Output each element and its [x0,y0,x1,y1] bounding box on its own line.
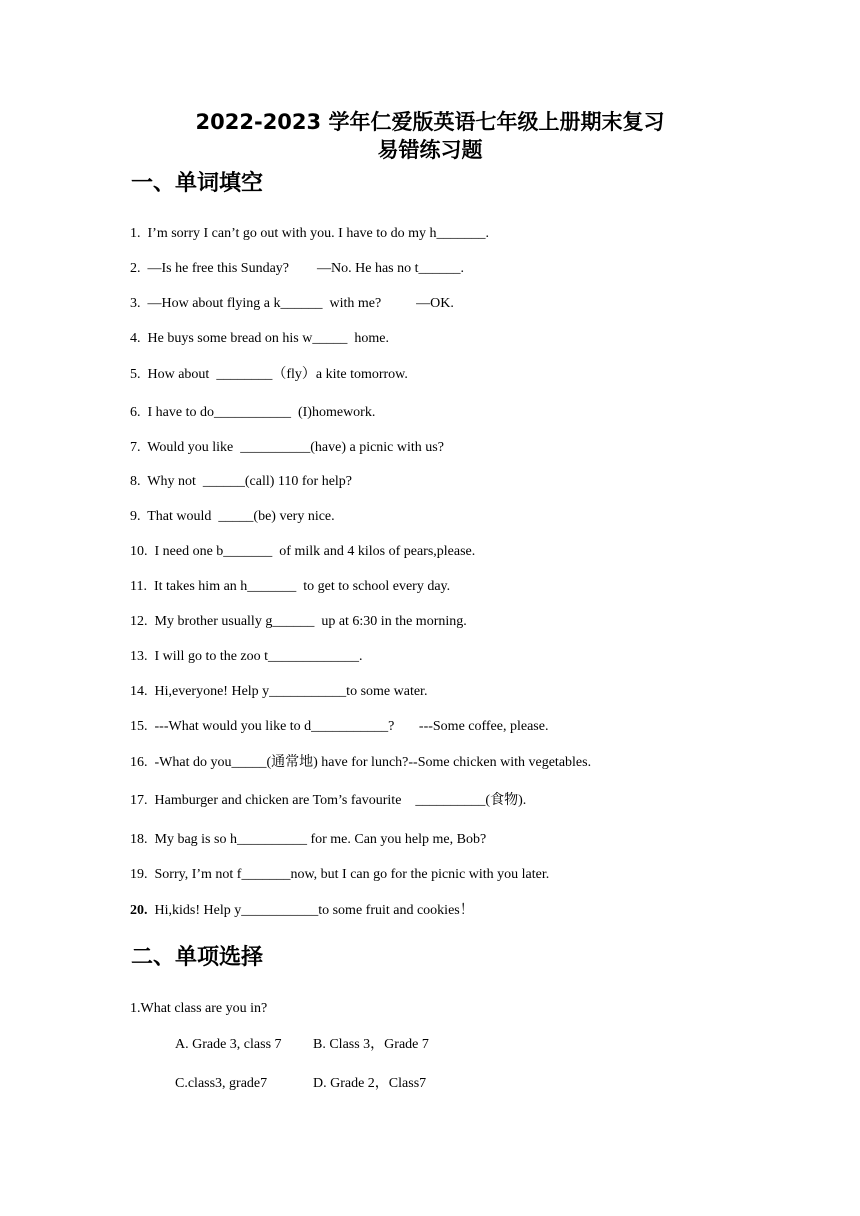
question-item [130,440,444,456]
question-item [130,331,389,347]
question-item [130,755,591,771]
document-subtitle: 易错练习题 [377,138,483,162]
question-number: 16. [130,755,148,770]
question-item [130,544,475,560]
question-text: -What do you_____(通常地) have for lunch?--Some chicken with vegetables. [154,755,592,770]
question-item [130,903,474,919]
question-number: 17. [130,793,148,808]
question-number: 20. [130,903,148,918]
question-item [130,367,408,383]
question-text: ---What would you like to d___________? ---Some coffee, please. [154,719,549,734]
question-item [130,509,335,525]
question-text: Sorry, I’m not f_______now, but I can go for the picnic with you later. [154,867,550,882]
question-number: 3. [130,296,141,311]
question-number: 10. [130,544,148,559]
question-text: Would you like __________(have) a picnic with us? [147,440,444,455]
question-text: It takes him an h_______ to get to school every day. [153,579,451,594]
question-text: He buys some bread on his w_____ home. [147,331,389,346]
mc-question: 1.What class are you in? [130,1001,268,1016]
section-heading-vocabulary: 一、单词填空 [131,171,264,196]
question-number: 2. [130,261,141,276]
question-item [130,649,363,665]
question-number: 14. [130,684,148,699]
question-number: 7. [130,440,141,455]
question-text: That would _____(be) very nice. [147,509,335,524]
question-text: I have to do___________ (I)homework. [147,405,376,420]
question-number: 1. [130,226,141,241]
question-item [130,832,486,848]
question-text: I’m sorry I can’t go out with you. I have to do my h_______. [147,226,490,241]
question-text: How about ________（fly）a kite tomorrow. [147,367,408,382]
question-number: 4. [130,331,141,346]
question-number: 13. [130,649,148,664]
question-number: 19. [130,867,148,882]
question-item [130,474,352,490]
question-item [130,684,427,700]
question-item [130,614,467,630]
question-number: 18. [130,832,148,847]
question-item [130,867,549,883]
question-number: 11. [130,579,147,594]
question-text: My brother usually g______ up at 6:30 in the morning. [154,614,467,629]
question-text: Hi,everyone! Help y___________to some water. [154,684,428,699]
question-item [130,579,450,595]
question-text: I will go to the zoo t_____________. [154,649,363,664]
question-number: 12. [130,614,148,629]
mc-option-d: D. Grade 2，Class7 [313,1076,427,1091]
document-title: 2022-2023 学年仁爱版英语七年级上册期末复习 [195,110,665,134]
question-number: 8. [130,474,141,489]
question-text: My bag is so h__________ for me. Can you help me, Bob? [154,832,487,847]
question-item [130,296,454,312]
question-text: Hamburger and chicken are Tom’s favourite __________(食物). [154,793,527,808]
question-number: 5. [130,367,141,382]
question-text: —Is he free this Sunday? —No. He has no t______. [147,261,465,276]
question-number: 6. [130,405,141,420]
question-item [130,405,375,421]
question-text: Hi,kids! Help y___________to some fruit and cookies！ [154,903,474,918]
question-text: —How about flying a k______ with me? —OK. [147,296,454,311]
question-item [130,261,464,277]
question-item [130,793,526,809]
question-item [130,226,489,242]
question-text: I need one b_______ of milk and 4 kilos of pears,please. [154,544,476,559]
question-number: 9. [130,509,141,524]
question-number: 15. [130,719,148,734]
question-text: Why not ______(call) 110 for help? [147,474,353,489]
mc-option-b: B. Class 3，Grade 7 [313,1037,429,1052]
section-heading-multiple-choice: 二、单项选择 [131,945,264,970]
question-item [130,719,548,735]
mc-option-c: C.class3, grade7 [175,1076,268,1091]
mc-option-a: A. Grade 3, class 7 [175,1037,282,1052]
